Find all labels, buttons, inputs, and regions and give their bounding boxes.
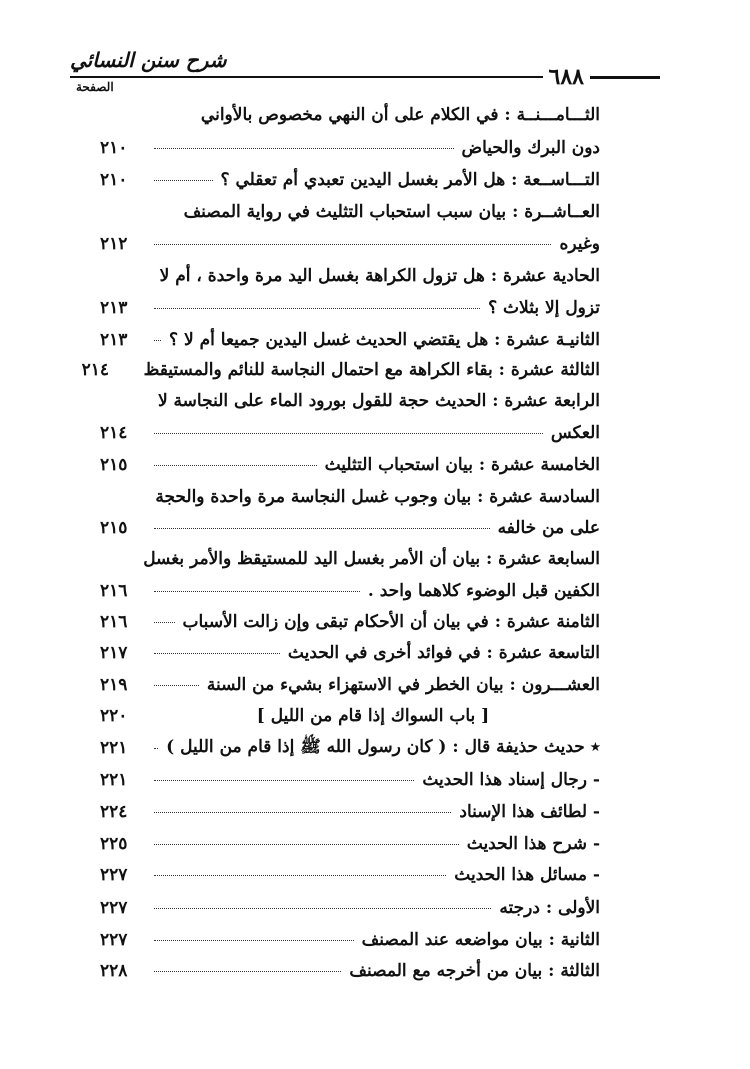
leader-dots bbox=[154, 528, 490, 529]
leader-dots bbox=[154, 875, 446, 876]
toc-entry: العــاشــرة : بيان سبب استحباب التثليث في رواية المصنف bbox=[183, 202, 600, 222]
toc-entry: الثامنة عشرة : في بيان أن الأحكام تبقى وإن زالت الأسباب ٢١٦ bbox=[100, 612, 600, 632]
toc-entry: على من خالفه ٢١٥ bbox=[100, 518, 600, 538]
toc-entry: السابعة عشرة : بيان أن الأمر بغسل اليد للمستيقظ والأمر بغسل bbox=[143, 549, 600, 569]
toc-page-number: ٢٢٠ bbox=[99, 706, 128, 726]
toc-entry: - شرح هذا الحديث ٢٢٥ bbox=[100, 834, 600, 854]
page-number: ٦٨٨ bbox=[543, 64, 590, 90]
toc-entry: - مسائل هذا الحديث ٢٢٧ bbox=[100, 865, 600, 885]
toc-entry: ٭ حديث حذيفة قال : ( كان رسول الله ﷺ إذا قام من الليل ) ٢٢١ bbox=[100, 736, 600, 758]
leader-dots bbox=[154, 971, 341, 972]
toc-entry: الثانية : بيان مواضعه عند المصنف ٢٢٧ bbox=[100, 930, 600, 950]
book-title: شرح سنن النسائي bbox=[70, 48, 227, 72]
toc-entry: الثـــامـــنــة : في الكلام على أن النهي مخصوص بالأواني bbox=[200, 105, 600, 125]
leader-dots bbox=[154, 812, 451, 813]
toc-entry: الثانيـة عشرة : هل يقتضي الحديث غسل اليدين جميعا أم لا ؟ ٢١٣ bbox=[100, 330, 600, 350]
leader-dots bbox=[154, 465, 317, 466]
toc-entry: التـــاســعة : هل الأمر بغسل اليدين تعبدي أم تعقلي ؟ ٢١٠ bbox=[100, 170, 600, 190]
toc-page-number: ٢٢٨ bbox=[100, 961, 128, 981]
toc-page-number: ٢٢٧ bbox=[100, 930, 128, 950]
toc-entry: - رجال إسناد هذا الحديث ٢٢١ bbox=[100, 770, 600, 790]
toc-entry: الحادية عشرة : هل تزول الكراهة بغسل اليد مرة واحدة ، أم لا bbox=[159, 266, 600, 286]
toc-page-number: ٢١٧ bbox=[100, 643, 128, 663]
leader-dots bbox=[154, 180, 213, 181]
page-column-label: الصفحة bbox=[76, 80, 114, 94]
toc-entry: - لطائف هذا الإسناد ٢٢٤ bbox=[100, 802, 600, 822]
toc-entry: العشـــرون : بيان الخطر في الاستهزاء بشيء من السنة ٢١٩ bbox=[100, 675, 600, 695]
toc-entry: وغيره ٢١٢ bbox=[100, 234, 600, 254]
toc-page-number: ٢١٣ bbox=[100, 298, 128, 318]
toc-page-number: ٢١٠ bbox=[100, 138, 128, 158]
leader-dots bbox=[154, 908, 491, 909]
leader-dots bbox=[154, 244, 551, 245]
toc-page-number: ٢٢٤ bbox=[100, 802, 128, 822]
toc-entry: الثالثة عشرة : بقاء الكراهة مع احتمال النجاسة للنائم والمستيقظ ٢١٤ bbox=[81, 360, 600, 380]
toc-entry: العكس ٢١٤ bbox=[100, 423, 600, 443]
leader-dots bbox=[154, 433, 543, 434]
leader-dots bbox=[154, 591, 360, 592]
toc-entry: السادسة عشرة : بيان وجوب غسل النجاسة مرة واحدة والحجة bbox=[155, 487, 600, 507]
toc-page-number: ٢٢٥ bbox=[100, 834, 128, 854]
section-heading: [ باب السواك إذا قام من الليل ] ٢٢٠ bbox=[99, 706, 490, 726]
toc-page-number: ٢١٥ bbox=[100, 455, 128, 475]
toc-entry: الثالثة : بيان من أخرجه مع المصنف ٢٢٨ bbox=[100, 961, 600, 981]
leader-dots bbox=[154, 340, 161, 341]
leader-dots bbox=[154, 780, 414, 781]
leader-dots bbox=[154, 622, 175, 623]
toc-entry: تزول إلا بثلاث ؟ ٢١٣ bbox=[100, 298, 600, 318]
leader-dots bbox=[154, 653, 280, 654]
toc-page-number: ٢١٩ bbox=[100, 675, 128, 695]
toc-page-number: ٢٢٧ bbox=[100, 898, 128, 918]
toc-page-number: ٢١٤ bbox=[100, 423, 128, 443]
toc-entry: الرابعة عشرة : الحديث حجة للقول بورود الماء على النجاسة لا bbox=[157, 391, 600, 411]
toc-entry: الأولى : درجته ٢٢٧ bbox=[100, 898, 600, 918]
toc-entry: الكفين قبل الوضوء كلاهما واحد . ٢١٦ bbox=[100, 581, 600, 601]
leader-dots bbox=[154, 748, 158, 749]
toc-page-number: ٢١٥ bbox=[100, 518, 128, 538]
toc-page-number: ٢١٦ bbox=[100, 581, 128, 601]
leader-dots bbox=[154, 940, 354, 941]
toc-page-number: ٢٢١ bbox=[100, 738, 128, 758]
leader-dots bbox=[154, 844, 459, 845]
toc-entry: دون البرك والحياض ٢١٠ bbox=[100, 138, 600, 158]
leader-dots bbox=[154, 685, 199, 686]
toc-page-number: ٢١٢ bbox=[100, 234, 128, 254]
toc-page-number: ٢١٤ bbox=[81, 360, 109, 380]
toc-page-number: ٢١٦ bbox=[100, 612, 128, 632]
leader-dots bbox=[154, 148, 454, 149]
toc-page-number: ٢٢١ bbox=[100, 770, 128, 790]
leader-dots bbox=[154, 308, 480, 309]
toc-page-number: ٢١٣ bbox=[100, 330, 128, 350]
toc-page-number: ٢١٠ bbox=[100, 170, 128, 190]
toc-page-number: ٢٢٧ bbox=[100, 865, 128, 885]
toc-entry: التاسعة عشرة : في فوائد أخرى في الحديث ٢١٧ bbox=[100, 643, 600, 663]
toc-entry: الخامسة عشرة : بيان استحباب التثليث ٢١٥ bbox=[100, 455, 600, 475]
